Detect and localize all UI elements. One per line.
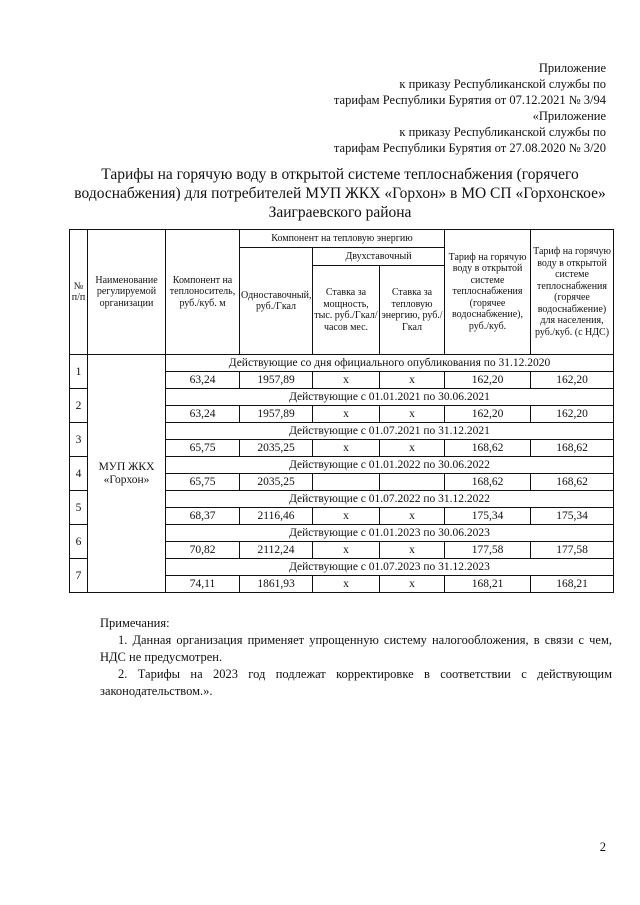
tariff-value: 175,34 xyxy=(445,508,531,525)
row-number: 3 xyxy=(70,423,88,457)
table-row xyxy=(70,355,614,372)
notes-section xyxy=(100,615,612,700)
single-rate-value: 2116,46 xyxy=(240,508,313,525)
energy-rate-value xyxy=(380,474,445,491)
carrier-value: 65,75 xyxy=(166,440,240,457)
capacity-value: x xyxy=(313,576,380,593)
tariff-population-value: 168,62 xyxy=(531,440,614,457)
header-energy-rate: Ставка за тепловую энергию, руб./Гкал xyxy=(380,266,445,355)
tariff-value: 162,20 xyxy=(445,406,531,423)
header-single-rate: Одноставочный, руб./Гкал xyxy=(240,248,313,355)
period-label: Действующие с 01.07.2022 по 31.12.2022 xyxy=(166,491,614,508)
tariff-population-value: 168,21 xyxy=(531,576,614,593)
header-num: № п/п xyxy=(70,230,88,355)
tariff-population-value: 175,34 xyxy=(531,508,614,525)
single-rate-value: 2035,25 xyxy=(240,474,313,491)
header-tariff-population: Тариф на горячую воду в открытой системе теплоснабжения (горячее водоснабжение) для населения, руб./куб. (с НДС) xyxy=(531,230,614,355)
capacity-value: x xyxy=(313,440,380,457)
energy-rate-value: x xyxy=(380,576,445,593)
header-org: Наименование регулируемой организации xyxy=(88,230,166,355)
title-line: Тарифы на горячую воду в открытой системе теплоснабжения (горячего xyxy=(101,166,579,183)
organization-name: МУП ЖКХ «Горхон» xyxy=(88,355,166,593)
tariff-population-value: 162,20 xyxy=(531,406,614,423)
tariff-population-value: 177,58 xyxy=(531,542,614,559)
header-line: Приложение xyxy=(538,61,606,75)
header-line: к приказу Республиканской службы по xyxy=(399,125,606,139)
tariff-value: 168,21 xyxy=(445,576,531,593)
header-tariff: Тариф на горячую воду в открытой системе теплоснабжения (горячее водоснабжение), руб./куб. xyxy=(445,230,531,355)
carrier-value: 74,11 xyxy=(166,576,240,593)
tariff-population-value: 162,20 xyxy=(531,372,614,389)
capacity-value: x xyxy=(313,406,380,423)
header-line: «Приложение xyxy=(532,109,606,123)
header-capacity-rate: Ставка за мощность, тыс. руб./Гкал/ часов мес. xyxy=(313,266,380,355)
capacity-value: x xyxy=(313,372,380,389)
header-line: тарифам Республики Бурятия от 27.08.2020 № 3/20 xyxy=(333,141,606,155)
period-label: Действующие с 01.07.2023 по 31.12.2023 xyxy=(166,559,614,576)
header-two-rate: Двухставочный xyxy=(313,248,445,266)
tariff-value: 168,62 xyxy=(445,440,531,457)
note-item: 2. Тарифы на 2023 год подлежат корректировке в соответствии с действующим законодательством.». xyxy=(100,667,612,698)
carrier-value: 63,24 xyxy=(166,406,240,423)
single-rate-value: 1957,89 xyxy=(240,372,313,389)
capacity-value xyxy=(313,474,380,491)
period-label: Действующие с 01.01.2021 по 30.06.2021 xyxy=(166,389,614,406)
capacity-value: x xyxy=(313,508,380,525)
header-carrier: Компонент на теплоноситель, руб./куб. м xyxy=(166,230,240,355)
single-rate-value: 2035,25 xyxy=(240,440,313,457)
header-line: тарифам Республики Бурятия от 07.12.2021 № 3/94 xyxy=(333,93,606,107)
energy-rate-value: x xyxy=(380,508,445,525)
period-label: Действующие со дня официального опубликования по 31.12.2020 xyxy=(166,355,614,372)
title-line: водоснабжения) для потребителей МУП ЖКХ «Горхон» в МО СП «Горхонское» xyxy=(74,185,606,202)
energy-rate-value: x xyxy=(380,406,445,423)
row-number: 4 xyxy=(70,457,88,491)
row-number: 6 xyxy=(70,525,88,559)
carrier-value: 65,75 xyxy=(166,474,240,491)
carrier-value: 63,24 xyxy=(166,372,240,389)
single-rate-value: 2112,24 xyxy=(240,542,313,559)
single-rate-value: 1957,89 xyxy=(240,406,313,423)
tariff-value: 168,62 xyxy=(445,474,531,491)
period-label: Действующие с 01.01.2022 по 30.06.2022 xyxy=(166,457,614,474)
header-energy-group: Компонент на тепловую энергию xyxy=(240,230,445,248)
tariff-value: 177,58 xyxy=(445,542,531,559)
page-number: 2 xyxy=(599,840,606,854)
note-item: 1. Данная организация применяет упрощенную систему налогообложения, в связи с чем, НДС не предусмотрен. xyxy=(100,633,612,664)
tariff-table xyxy=(69,229,614,593)
carrier-value: 68,37 xyxy=(166,508,240,525)
period-label: Действующие с 01.07.2021 по 31.12.2021 xyxy=(166,423,614,440)
appendix-header xyxy=(334,60,606,156)
capacity-value: x xyxy=(313,542,380,559)
header-line: к приказу Республиканской службы по xyxy=(399,77,606,91)
row-number: 7 xyxy=(70,559,88,593)
energy-rate-value: x xyxy=(380,440,445,457)
period-label: Действующие с 01.01.2023 по 30.06.2023 xyxy=(166,525,614,542)
document-title xyxy=(60,165,620,222)
energy-rate-value: x xyxy=(380,542,445,559)
energy-rate-value: x xyxy=(380,372,445,389)
carrier-value: 70,82 xyxy=(166,542,240,559)
tariff-value: 162,20 xyxy=(445,372,531,389)
row-number: 1 xyxy=(70,355,88,389)
notes-heading: Примечания: xyxy=(100,616,170,630)
row-number: 5 xyxy=(70,491,88,525)
tariff-population-value: 168,62 xyxy=(531,474,614,491)
single-rate-value: 1861,93 xyxy=(240,576,313,593)
row-number: 2 xyxy=(70,389,88,423)
title-line: Заиграевского района xyxy=(268,204,412,221)
